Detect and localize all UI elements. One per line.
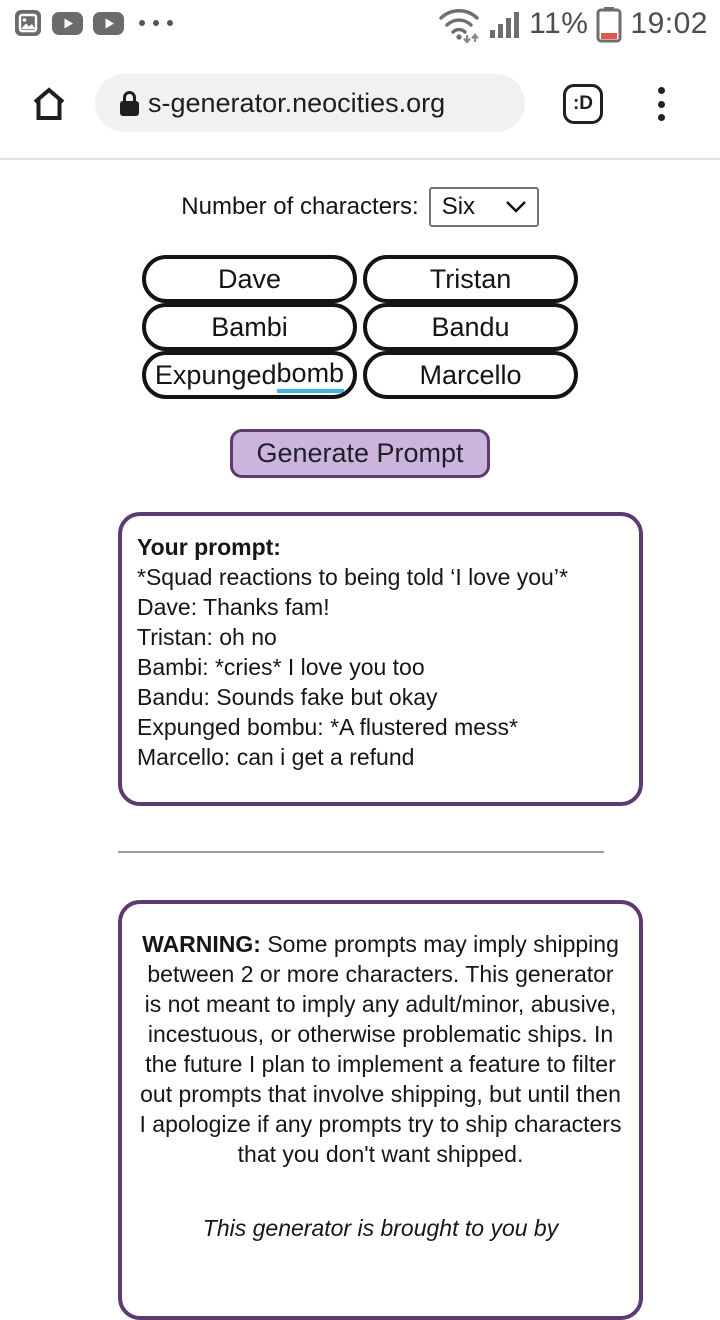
- notification-icons: [14, 9, 178, 37]
- battery-icon: [595, 4, 623, 44]
- character-name: Bandu: [431, 311, 510, 342]
- character-input-4[interactable]: [363, 303, 578, 351]
- character-count-row: [0, 187, 720, 227]
- chevron-down-icon: [505, 200, 527, 214]
- character-name-underlined: bomb: [277, 358, 345, 393]
- tab-switcher-button[interactable]: [563, 84, 603, 124]
- character-name: Bambi: [211, 311, 288, 342]
- character-input-1[interactable]: [142, 255, 357, 303]
- battery-percent: 11%: [529, 7, 589, 40]
- character-name: Expunged: [154, 359, 277, 390]
- prompt-line: Bandu: Sounds fake but okay: [137, 684, 438, 710]
- tab-count-badge: :D: [572, 93, 594, 114]
- character-name: Tristan: [429, 263, 512, 294]
- wifi-icon: [437, 5, 481, 43]
- character-name: Marcello: [419, 359, 522, 390]
- status-bar: [0, 0, 720, 48]
- warning-box: [118, 900, 643, 1320]
- status-indicators: [437, 4, 708, 44]
- credit-line: This generator is brought to you by: [202, 1215, 559, 1241]
- prompt-line: *Squad reactions to being told ‘I love you’*: [137, 564, 568, 590]
- generate-prompt-button[interactable]: [230, 429, 489, 478]
- warning-text: [136, 929, 625, 1169]
- clock: 19:02: [630, 7, 708, 40]
- generate-prompt-label: Generate Prompt: [256, 438, 464, 468]
- prompt-line: Bambi: *cries* I love you too: [137, 654, 425, 680]
- youtube-notification-icon: [93, 12, 124, 35]
- lock-icon: [119, 90, 140, 117]
- prompt-line: Dave: Thanks fam!: [137, 594, 330, 620]
- prompt-line: Expunged bombu: *A flustered mess*: [137, 714, 519, 740]
- gallery-notification-icon: [14, 9, 42, 37]
- prompt-line: Marcello: can i get a refund: [137, 744, 415, 770]
- more-notifications-icon: [138, 19, 178, 27]
- character-count-label: Number of characters:: [181, 193, 419, 220]
- warning-body: Some prompts may imply shipping between 2 or more characters. This generator is not meant to imply any adult/minor, abusive, incestuous, or otherwise problematic ships. In the future I plan to implement a feature to filter out prompts that involve shipping, but until then I apologize if any prompts try to ship characters that you don't want shipped.: [139, 931, 622, 1167]
- character-input-3[interactable]: [142, 303, 357, 351]
- character-name: Dave: [217, 263, 282, 294]
- youtube-notification-icon: [52, 12, 83, 35]
- warning-label: WARNING:: [142, 931, 261, 957]
- character-inputs: [0, 255, 720, 399]
- section-divider: [118, 851, 604, 853]
- page-content: [0, 160, 720, 1320]
- home-icon[interactable]: [30, 85, 68, 123]
- browser-menu-icon[interactable]: [655, 87, 667, 121]
- character-input-2[interactable]: [363, 255, 578, 303]
- prompt-output-heading: Your prompt:: [137, 534, 281, 560]
- url-bar[interactable]: [95, 74, 525, 132]
- character-input-5[interactable]: [142, 351, 357, 399]
- prompt-line: Tristan: oh no: [137, 624, 277, 650]
- browser-toolbar: [0, 48, 720, 160]
- url-text: s-generator.neocities.org: [148, 87, 446, 118]
- character-input-6[interactable]: [363, 351, 578, 399]
- prompt-output-box: [118, 512, 643, 806]
- selected-count-value: Six: [441, 193, 476, 220]
- character-count-select[interactable]: [429, 187, 539, 227]
- signal-icon: [488, 8, 522, 40]
